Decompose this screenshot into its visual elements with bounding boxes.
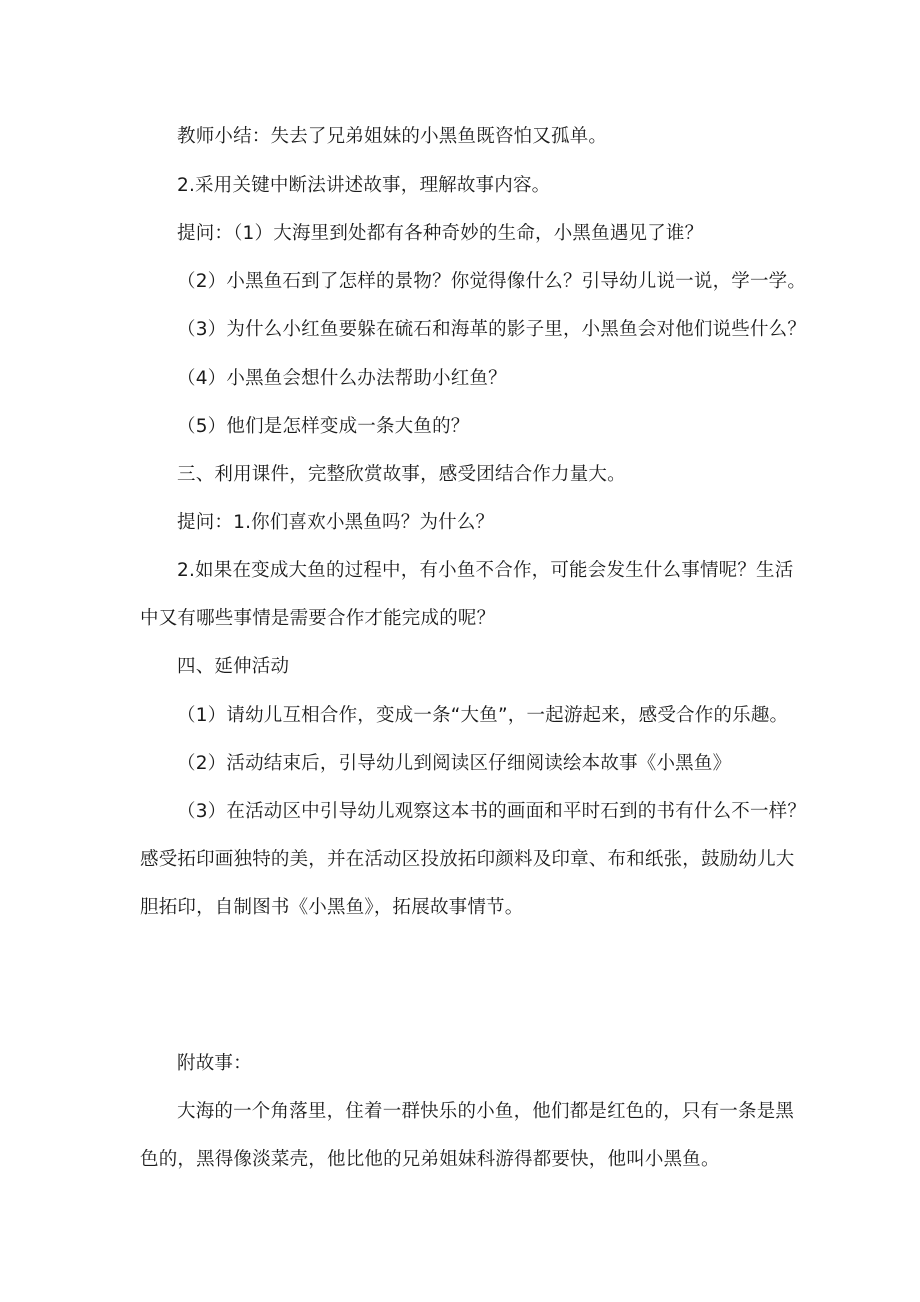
extension-item-3-cont-1: 感受拓印画独特的美，并在活动区投放拓印颜料及印章、布和纸张，鼓励幼儿大	[140, 849, 795, 870]
story-paragraph-line-1: 大海的一个角落里，住着一群快乐的小鱼，他们都是红色的，只有一条是黑	[177, 1101, 795, 1122]
section-4-heading: 四、延伸活动	[177, 656, 290, 677]
question-4-line: （4）小黑鱼会想什么办法帮助小红鱼？	[177, 368, 507, 389]
question-5-line: （5）他们是怎样变成一条大鱼的？	[177, 416, 470, 437]
step-2-line: 2.采用关键中断法讲述故事，理解故事内容。	[177, 175, 551, 196]
teacher-summary-line: 教师小结：失去了兄弟姐妹的小黑鱼既咨怕又孤单。	[177, 126, 608, 147]
question-3-line: （3）为什么小红鱼要躲在硫石和海革的影子里，小黑鱼会对他们说些什么？	[177, 319, 807, 340]
extension-item-3-cont-2: 胆拓印，自制图书《小黑鱼》，拓展故事情节。	[140, 897, 524, 918]
extension-item-2: （2）活动结束后，引导幼儿到阅读区仔细阅读绘本故事《小黑鱼》	[177, 753, 732, 774]
section-3-heading: 三、利用课件，完整欣赏故事，感受团结合作力量大。	[177, 464, 626, 485]
question-1-line: 提问：（1）大海里到处都有各种奇妙的生命，小黑鱼遇见了谁？	[177, 223, 704, 244]
appendix-story-heading: 附故事：	[177, 1053, 252, 1074]
extension-item-1: （1）请幼儿互相合作，变成一条“大鱼”，一起游起来，感受合作的乐趣。	[177, 705, 789, 726]
question-2-line: （2）小黑鱼石到了怎样的景物？你觉得像什么？引导幼儿说一说，学一学。	[177, 271, 807, 292]
section-3-question-2-cont: 中又有哪些事情是需要合作才能完成的呢？	[140, 608, 496, 629]
story-paragraph-line-2: 色的，黑得像淡菜壳，他比他的兄弟姐妹科游得都要快，他叫小黑鱼。	[140, 1149, 720, 1170]
section-3-question-1: 提问：1.你们喜欢小黑鱼吗？为什么？	[177, 512, 495, 533]
extension-item-3: （3）在活动区中引导幼儿观察这本书的画面和平时石到的书有什么不一样？	[177, 801, 807, 822]
section-3-question-2: 2.如果在变成大鱼的过程中，有小鱼不合作，可能会发生什么事情呢？生活	[177, 560, 794, 581]
